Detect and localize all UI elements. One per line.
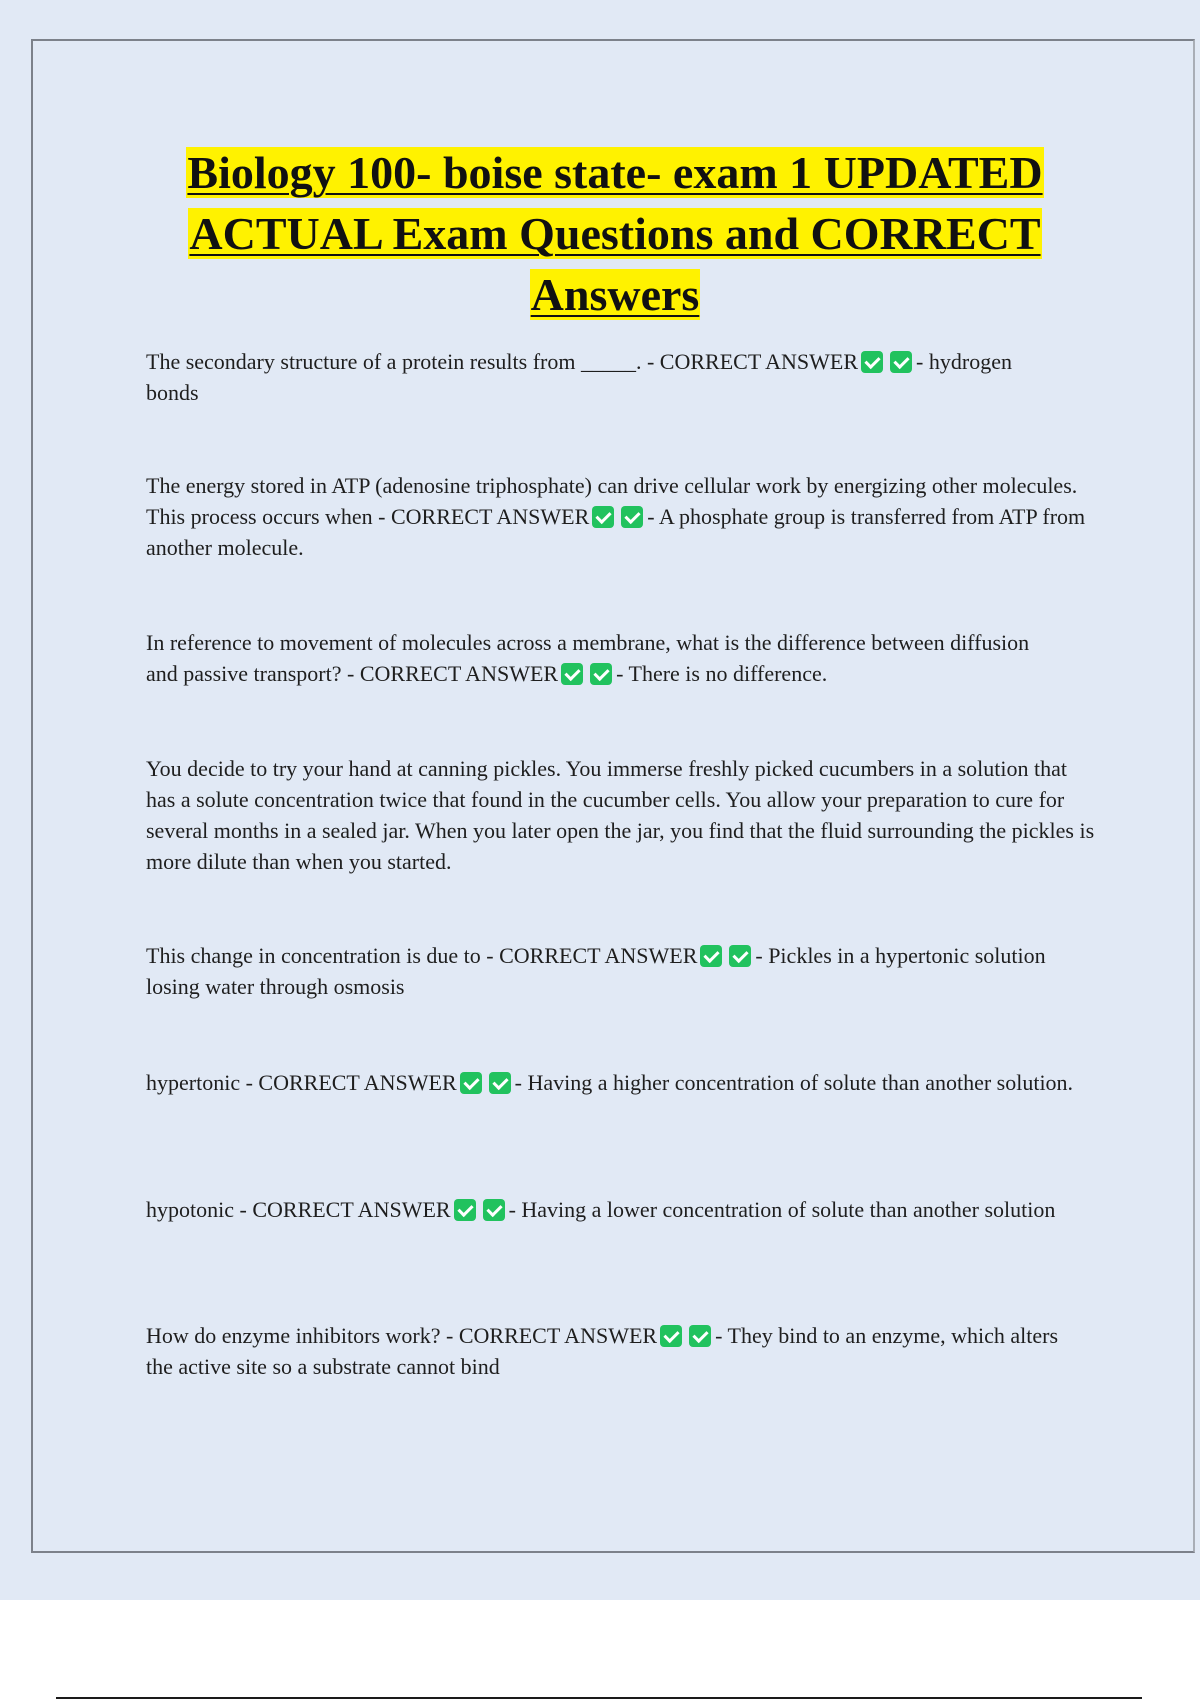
qa-item-3 <box>146 627 1066 689</box>
answer-label: CORRECT ANSWER <box>391 504 590 529</box>
answer-label: CORRECT ANSWER <box>499 943 698 968</box>
document-title-text: Biology 100- boise state- exam 1 UPDATED ACTUAL Exam Questions and CORRECT Answers <box>187 147 1043 320</box>
check-box-icon <box>454 1199 476 1221</box>
check-box-icon <box>483 1199 505 1221</box>
question-text: hypotonic - <box>146 1197 253 1222</box>
answer-text: - A phosphate group is transferred from ATP from another molecule. <box>146 504 1086 560</box>
answer-text: - They bind to an enzyme, which alters the active site so a substrate cannot bind <box>146 1323 1059 1379</box>
document-title <box>110 142 1120 325</box>
answer-text: - Having a higher concentration of solute than another solution. <box>514 1070 1074 1095</box>
qa-item-5 <box>146 1067 1101 1098</box>
question-text: hypertonic - <box>146 1070 259 1095</box>
check-box-icon <box>700 945 722 967</box>
qa-item-7 <box>146 1320 1066 1382</box>
answer-text: - Pickles in a hypertonic solution losing water through osmosis <box>146 943 1046 999</box>
answer-label: CORRECT ANSWER <box>359 661 559 686</box>
answer-label: CORRECT ANSWER <box>252 1197 451 1222</box>
check-box-icon <box>861 351 883 373</box>
scenario-paragraph: You decide to try your hand at canning pickles. You immerse freshly picked cucumbers in a solution that has a solute concentration twice that found in the cucumber cells. You allow your preparation to cure for several months in a sealed jar. When you later open the jar, you find that the fluid surrounding the pickles is more dilute than when you started. <box>146 756 1095 874</box>
answer-text: - There is no difference. <box>616 661 828 686</box>
check-box-icon <box>590 663 612 685</box>
answer-label: CORRECT ANSWER <box>458 1323 658 1348</box>
check-box-icon <box>561 663 583 685</box>
check-box-icon <box>621 506 643 528</box>
qa-item-2 <box>146 470 1101 563</box>
check-box-icon <box>689 1325 711 1347</box>
question-text: The secondary structure of a protein results from _____. - <box>146 349 660 374</box>
question-text: This change in concentration is due to - <box>146 943 500 968</box>
qa-item-4 <box>146 940 1076 1002</box>
check-box-icon <box>592 506 614 528</box>
check-box-icon <box>660 1325 682 1347</box>
check-box-icon <box>729 945 751 967</box>
answer-label: CORRECT ANSWER <box>258 1070 457 1095</box>
question-text: In reference to movement of molecules across a membrane, what is the difference between diffusion and passive transport? - <box>146 630 1030 686</box>
qa-item-6 <box>146 1194 1101 1225</box>
question-text: How do enzyme inhibitors work? - <box>146 1323 459 1348</box>
footer-divider <box>56 1697 1142 1699</box>
check-box-icon <box>460 1072 482 1094</box>
answer-text: - hydrogen bonds <box>146 349 1012 405</box>
check-box-icon <box>489 1072 511 1094</box>
qa-item-1 <box>146 346 1046 408</box>
check-box-icon <box>890 351 912 373</box>
question-text: The energy stored in ATP (adenosine triphosphate) can drive cellular work by energizing other molecules. This process occurs when - <box>146 473 1078 529</box>
answer-label: CORRECT ANSWER <box>659 349 859 374</box>
answer-text: - Having a lower concentration of solute than another solution <box>508 1197 1056 1222</box>
